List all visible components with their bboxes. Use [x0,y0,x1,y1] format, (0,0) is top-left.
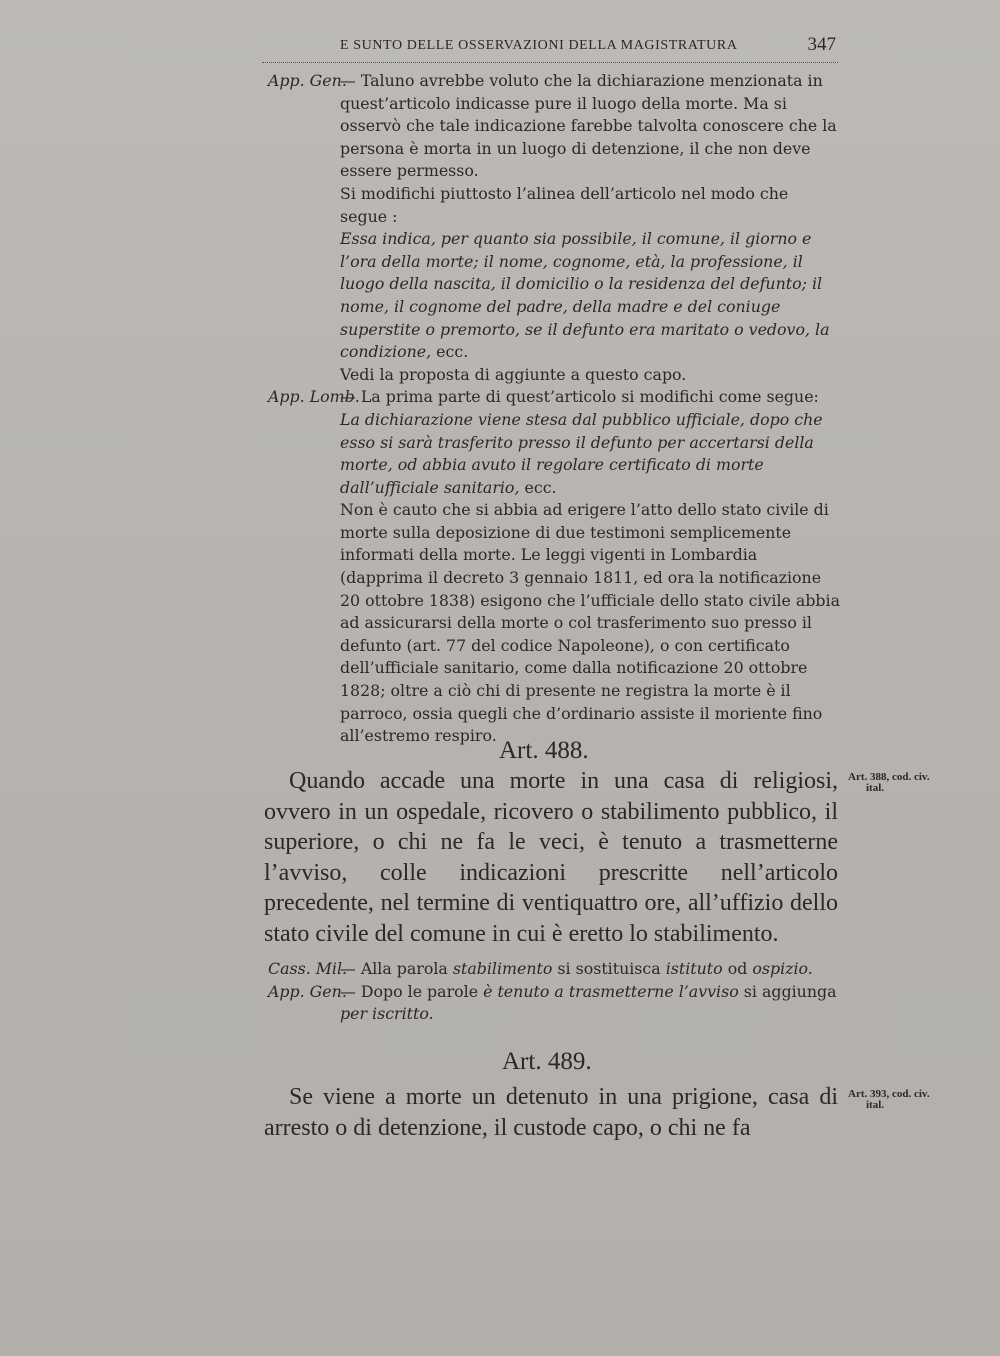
gen488-text-1: — Dopo le parole [340,981,479,1001]
proposed-wording-ecc: ecc. [436,342,469,362]
page-header [262,32,838,63]
notes-section-top [268,70,840,748]
article-488-text: Quando accade una morte in una casa di religiosi, ovvero in un ospedale, ricovero o stabilimento pubblico, il superiore, o chi ne fa le veci, è tenuto a trasmetterne l’avviso, colle indicazioni prescritte nell’articolo precedente, nel termine di ventiquattro ore, all’uffizio dello stato civile del comune in cui è eretto lo stabilimento. [264,768,838,947]
gen488-text-2: si aggiunga [743,981,837,1001]
note-label-app-gen: App. Gen. [268,71,347,90]
article-489-body [264,1082,838,1143]
margin-ref-489-line2: ital. [866,1099,885,1111]
note-vedi-line: Vedi la proposta di aggiunte a questo capo. [340,364,687,384]
note-app-gen [268,70,840,386]
cass-text-3: od [727,959,748,978]
cass-word-2: istituto [665,959,723,978]
margin-ref-489 [848,1089,930,1111]
note-text-app-gen-488 [340,981,840,1026]
note-modify-line: Si modifichi piuttosto l’alinea dell’articolo nel modo che segue : [340,183,789,226]
note-lomb-reasoning: Non è cauto che si abbia ad erigere l’atto dello stato civile di morte sulla deposizione di due testimoni semplicemente informati della morte. Le leggi vigenti in Lombardia (dapprima il decreto 3 gennaio 1811, ed ora la notificazione 20 ottobre 1838) esigono che l’ufficiale dello stato civile abbia ad assicurarsi della morte o col trasferimento suo presso il defunto (art. 77 del codice Napoleone), o con certificato dell’ufficiale sanitario, come dalla notificazione 20 ottobre 1828; oltre a ciò chi di presente ne registra la morte è il parroco, ossia quegli che d’ordinario assiste il moriente fino all’estremo respiro. [340,500,841,746]
page-number: 347 [807,34,836,55]
note-app-lomb [268,386,840,748]
article-488-title: Art. 488. [499,737,589,764]
note-text-app-gen: — Taluno avrebbe voluto che la dichiarazione menzionata in quest’articolo indicasse pure il luogo della morte. Ma si osservò che tale indicazione farebbe talvolta conoscere che la persona è morta in un luogo di detenzione, il che non deve essere permesso. [340,71,837,181]
lomb-ecc: ecc. [524,477,557,497]
margin-ref-488 [848,772,930,794]
note-text-app-lomb [340,386,840,499]
proposed-wording-italic: Essa indica, per quanto sia possibile, il comune, il giorno e l’ora della morte; il nome, cognome, età, la professione, il luogo della nascita, il domicilio o la residenza del defunto; il nome, il cognome del padre, della madre e del coniuge superstite o premorto, se il defunto era maritato o vedovo, la condizione, [340,229,830,362]
margin-ref-489-line1: Art. 393, cod. civ. [848,1088,930,1100]
note-label-app-gen-488: App. Gen. [268,981,347,1001]
cass-text-1: — Alla parola [340,959,448,978]
cass-word-3: ospizio. [752,959,813,978]
note-label-app-lomb: App. Lomb. [268,387,360,407]
note-app-gen-488 [268,981,840,1026]
article-489-text: Se viene a morte un detenuto in una prigione, casa di arresto o di detenzione, il custode capo, o chi ne fa [264,1084,838,1141]
notes-article-488 [268,958,840,1026]
cass-text-2: si sostituisca [557,959,661,978]
running-title: E SUNTO DELLE OSSERVAZIONI DELLA MAGISTRATURA [340,38,738,53]
note-text-cass-mil [340,958,840,981]
note-proposed-wording [340,228,840,364]
cass-word-1: stabilimento [452,959,553,978]
gen488-word-1: è tenuto a trasmetterne l’avviso [483,981,739,1001]
article-488-body [264,766,838,949]
lomb-intro: — La prima parte di quest’articolo si modifichi come segue: [340,387,819,407]
gen488-word-2: per iscritto. [340,1004,434,1024]
margin-ref-488-line2: ital. [866,782,885,794]
article-489-title: Art. 489. [502,1048,592,1075]
lomb-italic-wording: La dichiarazione viene stesa dal pubblico ufficiale, dopo che esso si sarà trasferito presso il defunto per accertarsi della morte, od abbia avuto il regolare certificato di morte dall’ufficiale sanitario, [340,409,823,497]
note-cass-mil [268,958,840,981]
margin-ref-488-line1: Art. 388, cod. civ. [848,771,930,783]
note-label-cass-mil: Cass. Mil. [268,959,348,978]
